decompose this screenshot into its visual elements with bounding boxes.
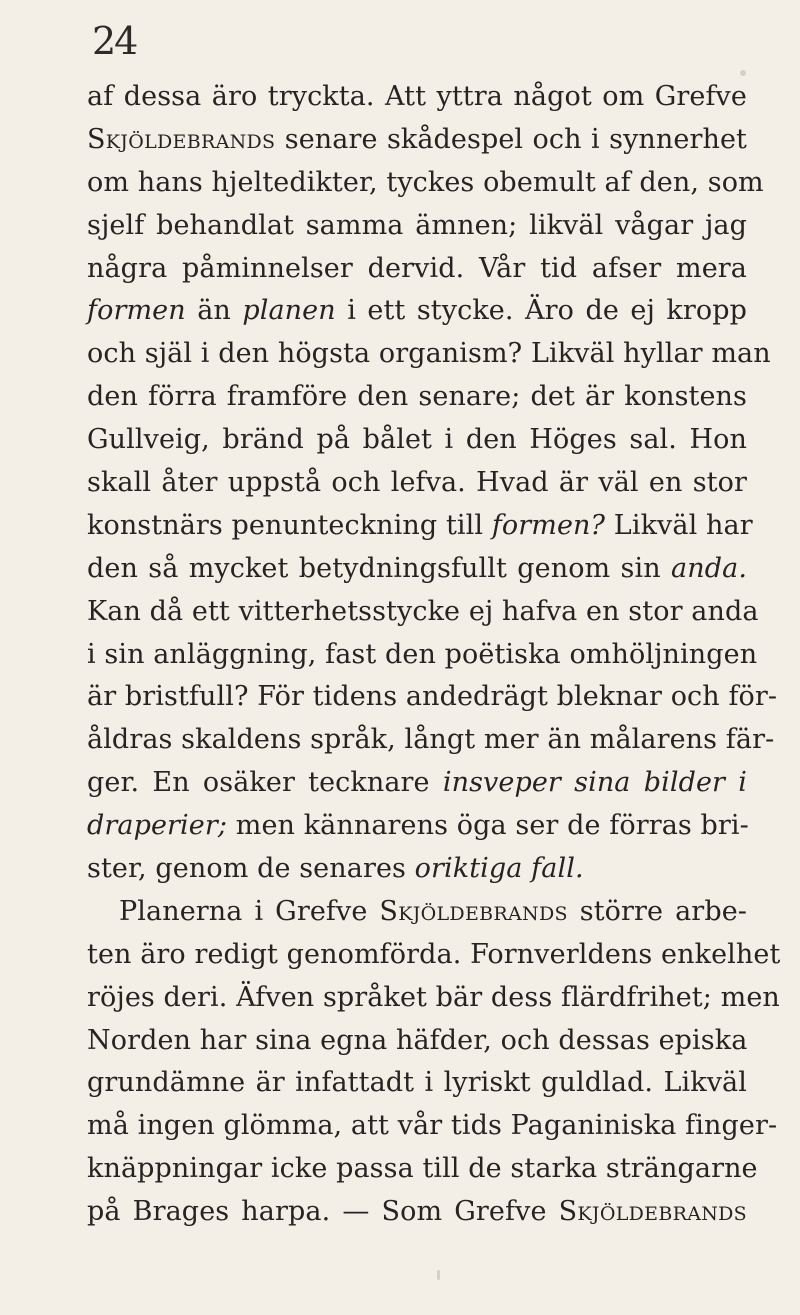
emphasis-text: planen [242,295,336,327]
text-line-11: konstnärs penunteckning till formen? Likväl har [87,509,753,541]
text-line-14: i sin anläggning, fast den poëtiska omhöljningen [87,638,758,670]
text-line-5: några påminnelser dervid. Vår tid afser mera [87,252,747,284]
author-name: Skjöldebrands [558,1196,747,1228]
emphasis-text: draperier; [87,810,228,842]
text-line-3: om hans hjeltedikter, tyckes obemult af den, som [87,166,764,198]
text-line-19: ster, genom de senares oriktiga fall. [87,853,584,885]
text-line-15: är bristfull? För tidens andedrägt bleknar och för- [87,681,778,713]
emphasis-text: anda. [671,552,747,584]
text-line-8: den förra framföre den senare; det är konstens [87,381,747,413]
text-line-9: Gullveig, bränd på bålet i den Höges sal. Hon [87,424,747,456]
text-line-1: af dessa äro tryckta. Att yttra något om Grefve [87,81,747,112]
text-line-12: den så mycket betydningsfullt genom sin anda. [87,552,747,584]
text-line-17: ger. En osäker tecknare insveper sina bilder i [87,767,747,799]
body-text [87,76,781,1234]
text-line-13: Kan då ett vitterhetsstycke ej hafva en stor anda [87,595,759,627]
text-line-2: Skjöldebrands senare skådespel och i synnerhet [87,123,747,155]
text-line-21: ten äro redigt genomförda. Fornverldens enkelhet [87,938,781,970]
emphasis-text: insveper sina bilder i [442,767,747,799]
emphasis-text: oriktiga fall. [414,853,584,885]
text-line-16: åldras skaldens språk, långt mer än målarens fär- [87,724,775,756]
emphasis-text: formen? [491,509,606,541]
emphasis-text: formen [87,295,186,327]
text-line-22: röjes deri. Äfven språket bär dess flärdfrihet; men [87,981,780,1013]
text-line-23: Norden har sina egna häfder, och dessas episka [87,1024,748,1056]
paper-speck [437,1270,440,1280]
text-line-4: sjelf behandlat samma ämnen; likväl vågar jag [87,209,747,241]
text-line-20: Planerna i Grefve Skjöldebrands större arbe- [119,895,747,927]
author-name: Skjöldebrands [87,123,276,155]
author-name: Skjöldebrands [379,895,568,927]
text-line-24: grundämne är infattadt i lyriskt guldlad. Likväl [87,1067,747,1099]
page-number: 24 [92,19,137,63]
text-line-18: draperier; men kännarens öga ser de förras bri- [87,810,749,842]
text-line-27: på Brages harpa. — Som Grefve Skjöldebrands [87,1196,747,1228]
text-line-7: och själ i den högsta organism? Likväl hyllar man [87,338,771,370]
text-line-10: skall åter uppstå och lefva. Hvad är väl en stor [87,467,747,499]
text-line-6: formen än planen i ett stycke. Äro de ej kropp [87,295,747,327]
text-line-26: knäppningar icke passa till de starka strängarne [87,1153,758,1185]
text-line-25: må ingen glömma, att vår tids Paganiniska finger- [87,1110,778,1142]
